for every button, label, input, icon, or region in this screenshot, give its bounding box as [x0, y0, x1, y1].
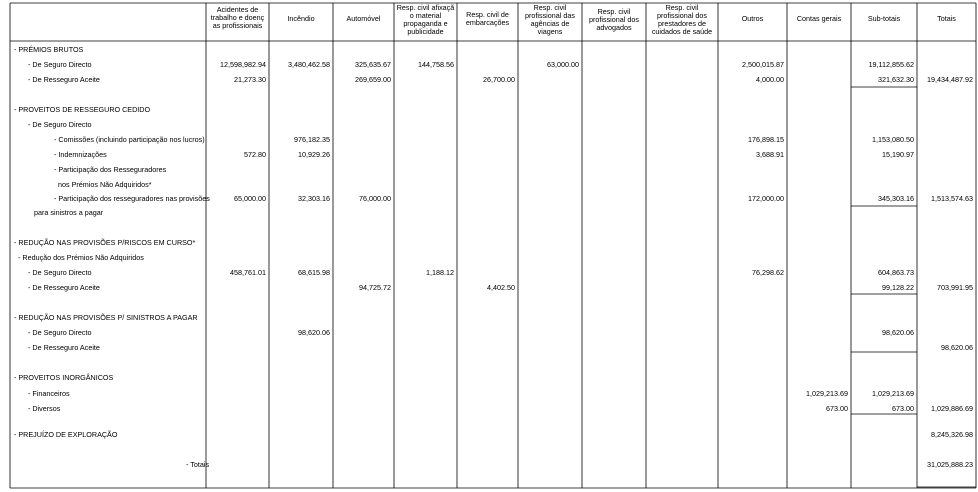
row-label: - PROVEITOS DE RESSEGURO CEDIDO [14, 105, 151, 114]
value-cell: 269,659.00 [355, 75, 391, 84]
value-cell: 1,029,213.69 [872, 389, 914, 398]
row-label: para sinistros a pagar [34, 208, 104, 217]
value-cell: 98,620.06 [941, 343, 973, 352]
column-header: Sub-totais [867, 14, 901, 23]
value-cell: 31,025,888.23 [927, 460, 973, 469]
value-cell: 345,303.16 [878, 194, 914, 203]
value-cell: 321,632.30 [878, 75, 914, 84]
row-label: - Comissões (incluindo participação nos lucros) [54, 135, 205, 144]
value-cell: 4,402.50 [487, 283, 515, 292]
column-header: Totais [937, 14, 956, 23]
value-cell: 1,513,574.63 [931, 194, 973, 203]
value-cell: 19,434,487.92 [927, 75, 973, 84]
value-cell: 10,929.26 [298, 150, 330, 159]
value-cell: 99,128.22 [882, 283, 914, 292]
row-label: - De Resseguro Aceite [28, 283, 100, 292]
value-cell: 76,298.62 [752, 268, 784, 277]
row-label: - PREJUÍZO DE EXPLORAÇÃO [14, 430, 118, 439]
value-cell: 3,688.91 [756, 150, 784, 159]
value-cell: 65,000.00 [234, 194, 266, 203]
column-header: Incêndio [287, 14, 315, 23]
value-cell: 172,000.00 [748, 194, 784, 203]
row-label: - Diversos [28, 404, 61, 413]
row-label: - PROVEITOS INORGÂNICOS [14, 373, 114, 382]
row-label: - Financeiros [28, 389, 70, 398]
column-header: Outros [741, 14, 764, 23]
value-cell: 68,615.98 [298, 268, 330, 277]
column-header: Resp. civil de embarcações [465, 10, 510, 27]
value-cell: 98,620.06 [882, 328, 914, 337]
row-label: nos Prémios Não Adquiridos* [58, 180, 152, 189]
value-cell: 458,761.01 [230, 268, 266, 277]
value-cell: 21,273.30 [234, 75, 266, 84]
value-cell: 176,898.15 [748, 135, 784, 144]
value-cell: 63,000.00 [547, 60, 579, 69]
row-label: - Participação dos Resseguradores [54, 165, 167, 174]
value-cell: 703,991.95 [937, 283, 973, 292]
column-header: Resp. civil profissional das agências de viagens [525, 3, 575, 36]
row-label: - De Seguro Directo [28, 328, 92, 337]
value-cell: 673.00 [892, 404, 914, 413]
value-cell: 1,029,886.69 [931, 404, 973, 413]
row-label: - De Seguro Directo [28, 120, 92, 129]
value-cell: 3,480,462.58 [288, 60, 330, 69]
value-cell: 325,635.67 [355, 60, 391, 69]
value-cell: 4,000.00 [756, 75, 784, 84]
value-cell: 26,700.00 [483, 75, 515, 84]
row-label: - De Seguro Directo [28, 60, 92, 69]
column-header: Resp. civil profissional dos prestadores de cuidados de saúde [651, 3, 713, 36]
value-cell: 572.80 [244, 150, 266, 159]
value-cell: 604,863.73 [878, 268, 914, 277]
value-cell: 673.00 [826, 404, 848, 413]
row-label: - Redução dos Prémios Não Adquiridos [18, 253, 144, 262]
column-header: Contas gerais [796, 14, 842, 23]
row-label: - Participação dos resseguradores nas provisões [54, 194, 210, 203]
value-cell: 1,029,213.69 [806, 389, 848, 398]
row-label: - REDUÇÃO NAS PROVISÕES P/RISCOS EM CURSO* [14, 238, 196, 247]
column-header: Automóvel [346, 14, 381, 23]
value-cell: 12,598,982.94 [220, 60, 266, 69]
value-cell: 8,245,326.98 [931, 430, 973, 439]
column-header: Resp. civil profissional dos advogados [589, 7, 639, 32]
value-cell: 2,500,015.87 [742, 60, 784, 69]
row-label: - De Resseguro Aceite [28, 75, 100, 84]
value-cell: 98,620.06 [298, 328, 330, 337]
row-label: - De Resseguro Aceite [28, 343, 100, 352]
value-cell: 76,000.00 [359, 194, 391, 203]
row-label: - REDUÇÃO NAS PROVISÕES P/ SINISTROS A PAGAR [14, 313, 198, 322]
row-label: - De Seguro Directo [28, 268, 92, 277]
row-label: - Indemnizações [54, 150, 107, 159]
row-label: - PRÉMIOS BRUTOS [14, 45, 84, 54]
value-cell: 32,303.16 [298, 194, 330, 203]
value-cell: 976,182.35 [294, 135, 330, 144]
value-cell: 1,153,080.50 [872, 135, 914, 144]
value-cell: 94,725.72 [359, 283, 391, 292]
column-header: Acidentes de trabalho e doenç as profissionais [210, 5, 265, 30]
value-cell: 1,188.12 [426, 268, 454, 277]
value-cell: 15,190.97 [882, 150, 914, 159]
value-cell: 19,112,855.62 [868, 60, 914, 69]
value-cell: 144,758.56 [418, 60, 454, 69]
column-header: Resp. civil afixaçã o material propaganda e publicidade [396, 3, 455, 36]
row-label: - Totais [186, 460, 210, 469]
